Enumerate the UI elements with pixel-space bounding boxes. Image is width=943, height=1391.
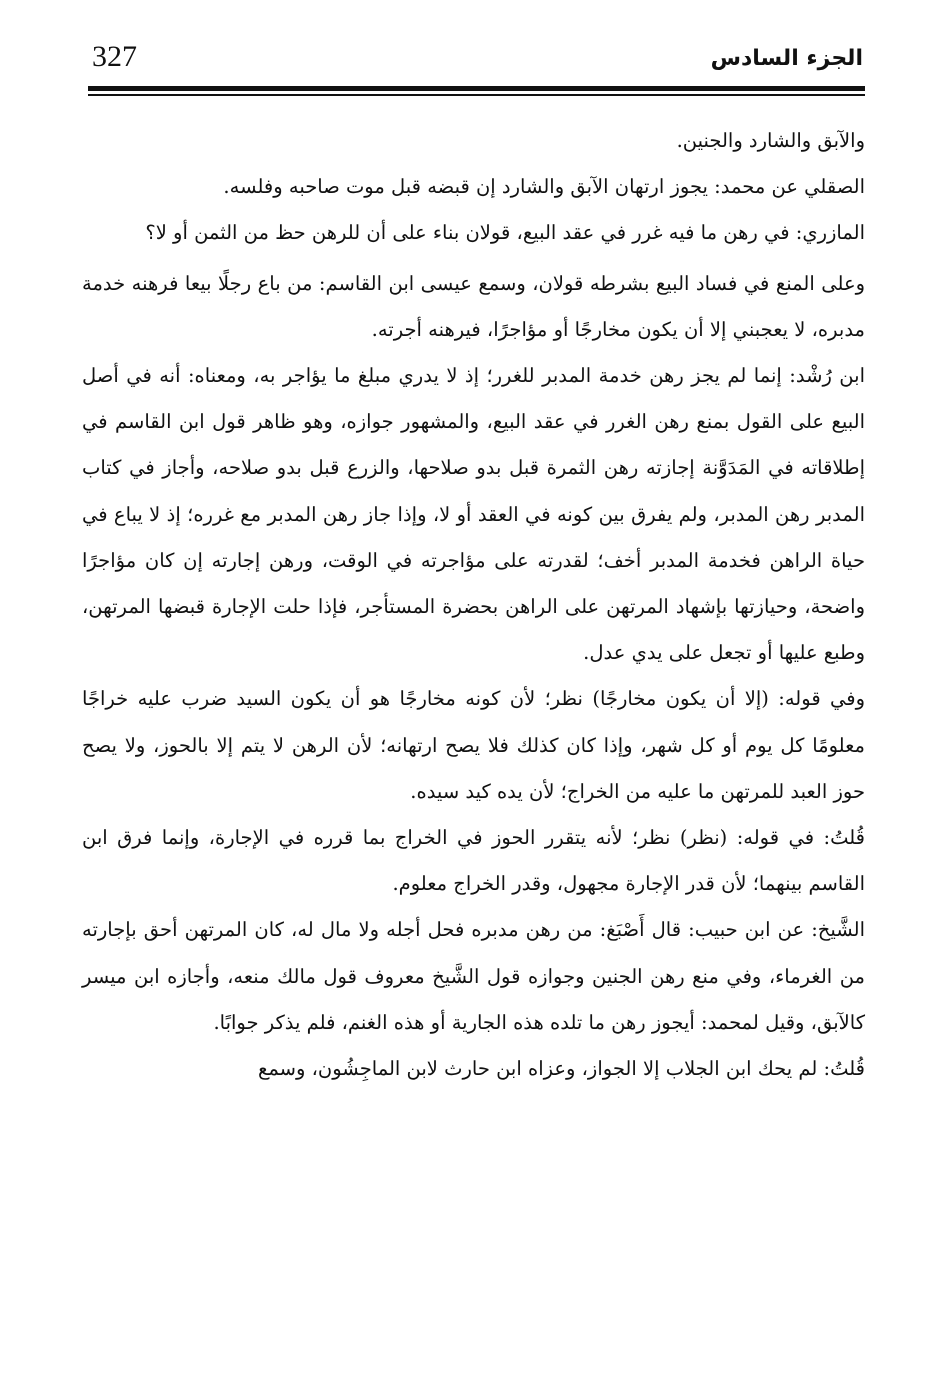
paragraph: وعلى المنع في فساد البيع بشرطه قولان، وسمع عيسى ابن القاسم: من باع رجلًا بيعا فرهنه خدمة مدبره، لا يعجبني إلا أن يكون مخارجًا أو مؤاجرًا، فيرهنه أجرته. xyxy=(82,271,865,341)
running-title: الجزء السادس xyxy=(710,46,863,71)
paragraph: وفي قوله: (إلا أن يكون مخارجًا) نظر؛ لأن كونه مخارجًا هو أن يكون السيد ضرب عليه خراجًا معلومًا كل يوم أو كل شهر، وإذا كان كذلك فلا يصح ارتهانه؛ لأن الرهن لا يتم إلا بالحوز، ولا يصح حوز العبد للمرتهن ما عليه من الخراج؛ لأن يده كيد سيده. xyxy=(82,687,865,803)
paragraph: الصقلي عن محمد: يجوز ارتهان الآبق والشارد إن قبضه قبل موت صاحبه وفلسه. xyxy=(223,175,865,199)
header-rule-thick xyxy=(88,86,865,91)
paragraph: الشَّيخ: عن ابن حبيب: قال أَصْبَغ: من رهن مدبره فحل أجله ولا مال له، كان المرتهن أحق بإجارته من الغرماء، وفي منع رهن الجنين وجوازه قول الشَّيخ معروف قول مالك منعه، وأجازه ابن ميسر كالآبق، وقيل لمحمد: أيجوز رهن ما تلده هذه الجارية أو هذه الغنم، فلم يذكر جوابًا. xyxy=(82,918,865,1034)
paragraph: قُلتُ: في قوله: (نظر) نظر؛ لأنه يتقرر الحوز في الخراج بما قرره في الإجارة، وإنما فرق ابن القاسم بينهما؛ لأن قدر الإجارة مجهول، وقدر الخراج معلوم. xyxy=(82,826,865,896)
paragraph: قُلتُ: لم يحك ابن الجلاب إلا الجواز، وعزاه ابن حارث لابن الماجِشُون، وسمع xyxy=(258,1057,865,1081)
paragraph: ابن رُشْد: إنما لم يجز رهن خدمة المدبر للغرر؛ إذ لا يدري مبلغ ما يؤاجر به، ومعناه: أنه في أصل البيع على القول بمنع رهن الغرر في عقد البيع، والمشهور جوازه، وهو ظاهر قول ابن القاسم في إطلاقاته في المَدَوَّنة إجازته رهن الثمرة قبل بدو صلاحها، والزرع قبل بدو صلاحه، وأجاز في كتاب المدبر رهن المدبر، ولم يفرق بين كونه في العقد أو لا، وإذا جاز رهن المدبر مع غرره؛ إذ لا يباع في حياة الراهن فخدمة المدبر أخف؛ لقدرته على مؤاجرته في الوقت، ورهن إجارته إن كان مؤاجرًا واضحة، وحيازتها بإشهاد المرتهن على الراهن بحضرة المستأجر، فإذا حلت الإجارة قبضها المرتهن، وطبع عليها أو تجعل على يدي عدل. xyxy=(82,364,865,665)
body-text xyxy=(82,118,865,1092)
paragraph: والآبق والشارد والجنين. xyxy=(676,129,865,152)
paragraph: المازري: في رهن ما فيه غرر في عقد البيع، قولان بناء على أن للرهن حظ من الثمن أو لا؟ xyxy=(145,221,865,245)
page-header xyxy=(88,34,865,90)
page-number: 327 xyxy=(92,40,137,73)
header-rule-thin xyxy=(88,94,865,96)
